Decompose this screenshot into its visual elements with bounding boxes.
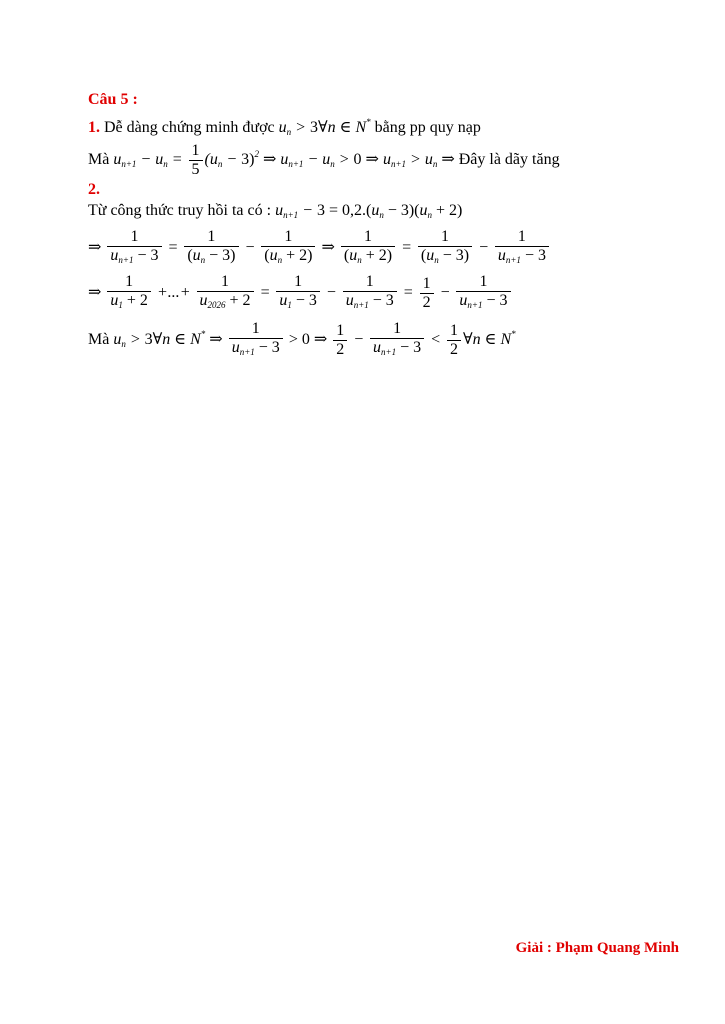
final-bound-line (88, 320, 516, 361)
part1-text-a: Dễ dàng chứng minh được (104, 119, 275, 136)
part1-monotonic-line (88, 142, 560, 179)
part1-label: 1. (88, 119, 100, 136)
telescoping-sum-line: ⇒ $\frac{1}{u_1 + 2}$ +...+ $\frac{1}{u_{2026} + 2}$ = $\frac{1}{u_1 - 3}$ − $\frac{1}{u_{n+1} - 3}$ = $\frac{1}{2}$ − $\frac{1}{u_{n+1} - 3}$ (88, 273, 513, 314)
final-prefix: Mà (88, 331, 110, 349)
difference-formula: $u_{n+1} - u_n$ = $\frac{1}{5}$ $(u_n - 3)^2$ ⇒ $u_{n+1} - u_n > 0$ ⇒ $u_{n+1} > u_n$ ⇒ (113, 142, 455, 178)
part1-line (88, 112, 481, 142)
line2-conclusion: Đây là dãy tăng (458, 151, 560, 169)
recurrence-formula: $u_{n+1} - 3 = 0,2.(u_n - 3)(u_n + 2)$ (275, 202, 463, 220)
part2-label: 2. (88, 181, 100, 198)
part2-text: Từ công thức truy hồi ta có : (88, 202, 272, 219)
part1-text-b: bằng pp quy nạp (374, 119, 481, 136)
question-title: Câu 5 : (88, 91, 138, 108)
line2-prefix: Mà (88, 151, 110, 169)
part2-recurrence-line (88, 201, 462, 225)
final-bound-formula: $u_n$ > 3∀n ∈ N* ⇒ $\frac{1}{u_{n+1} - 3}$ > 0 ⇒ $\frac{1}{2}$ − $\frac{1}{u_{n+1} - 3}$ < $\frac{1}{2}$ ∀n ∈ N* (113, 331, 515, 348)
author-credit: Giải : Phạm Quang Minh (515, 940, 679, 956)
part1-formula: $u_n$ > 3∀n ∈ N* (278, 117, 371, 137)
reciprocal-identity-line: ⇒ $\frac{1}{u_{n+1} - 3}$ = $\frac{1}{(u_n - 3)}$ − $\frac{1}{(u_n + 2)}$ ⇒ $\frac{1}{(u_n + 2)}$ = $\frac{1}{(u_n - 3)}$ − $\frac{1}{u_{n+1} - 3}$ (88, 228, 551, 269)
